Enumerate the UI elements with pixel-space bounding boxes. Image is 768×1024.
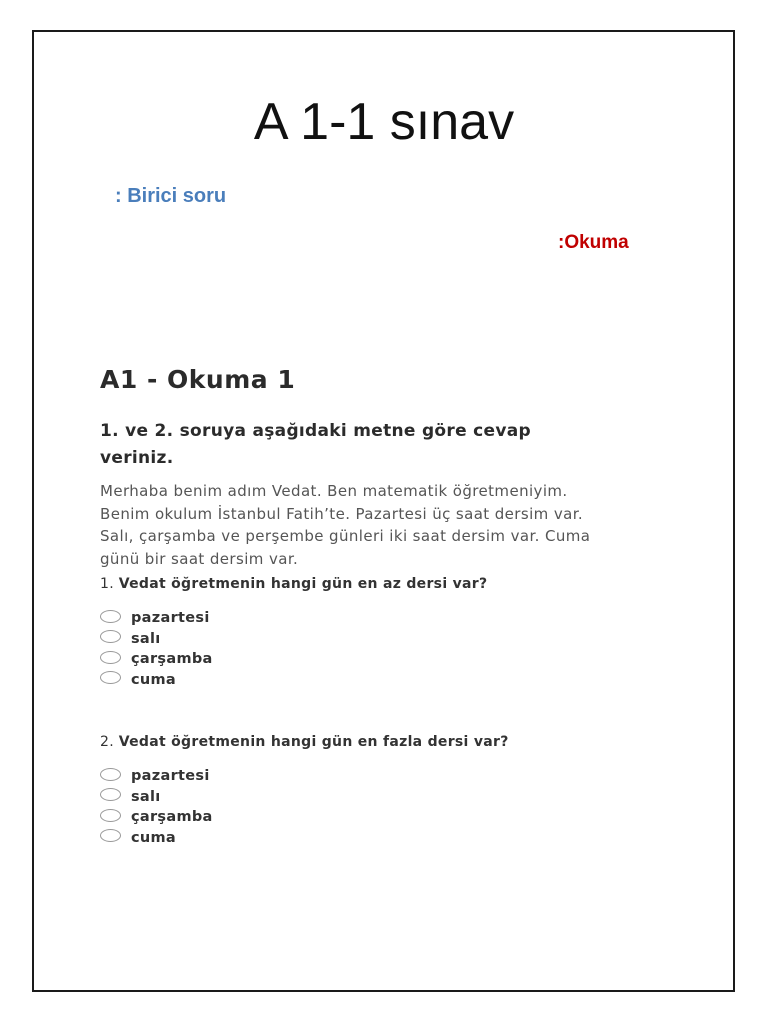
question-number: 1.: [100, 576, 114, 592]
option-label: pazartesi: [131, 610, 210, 627]
option-item[interactable]: [100, 766, 660, 787]
question-2-options: [100, 766, 660, 848]
option-item[interactable]: [100, 828, 660, 849]
radio-icon[interactable]: [100, 768, 121, 781]
option-item[interactable]: [100, 807, 660, 828]
question-text: Vedat öğretmenin hangi gün en fazla dersi var?: [118, 734, 509, 750]
option-label: pazartesi: [131, 768, 210, 785]
question-1: [100, 572, 610, 596]
radio-icon[interactable]: [100, 630, 121, 643]
question-text: Vedat öğretmenin hangi gün en az dersi var?: [118, 576, 488, 592]
option-label: cuma: [131, 829, 177, 846]
option-label: çarşamba: [131, 809, 213, 826]
option-label: salı: [131, 788, 161, 805]
option-item[interactable]: [100, 608, 660, 629]
question-1-options: [100, 608, 660, 690]
option-label: cuma: [131, 671, 177, 688]
embedded-quiz-image: [100, 362, 660, 848]
option-label: çarşamba: [131, 651, 213, 668]
question-number: 2.: [100, 734, 114, 750]
document-title: A 1-1 sınav: [253, 93, 515, 151]
radio-icon[interactable]: [100, 809, 121, 822]
radio-icon[interactable]: [100, 651, 121, 664]
radio-icon[interactable]: [100, 829, 121, 842]
question-2: [100, 730, 610, 754]
option-label: salı: [131, 630, 161, 647]
radio-icon[interactable]: [100, 610, 121, 623]
quiz-instructions: 1. ve 2. soruya aşağıdaki metne göre cevap veriniz.: [100, 421, 531, 468]
quiz-title: A1 - Okuma 1: [100, 365, 296, 394]
option-item[interactable]: [100, 649, 660, 670]
option-item[interactable]: [100, 629, 660, 650]
option-item[interactable]: [100, 787, 660, 808]
option-item[interactable]: [100, 670, 660, 691]
reading-passage: Merhaba benim adım Vedat. Ben matematik öğretmeniyim. Benim okulum İstanbul Fatih’te. Pazartesi üç saat dersim var. Salı, çarşamba ve perşembe günleri iki saat dersim var. Cuma günü bir saat dersim var.: [100, 482, 591, 568]
question-label: : Birici soru: [115, 185, 227, 207]
radio-icon[interactable]: [100, 788, 121, 801]
radio-icon[interactable]: [100, 671, 121, 684]
section-label: :Okuma: [558, 232, 629, 253]
